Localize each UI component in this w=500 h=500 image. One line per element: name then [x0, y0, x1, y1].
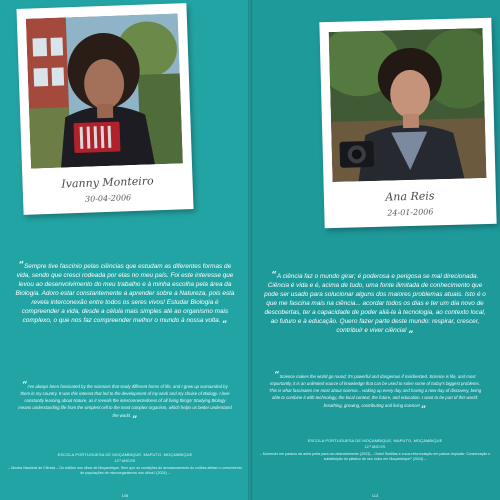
- quote-en-text: I've always been fascinated by the sciences that study different forms of life, and I grew up surrounded by them in my country. It was this interest that led to the development of my work and my choice of Biology. I love constantly learning about Nature, as it reveals the interconnectedness of all living things! Studying Biology means understanding life from the simplest cell to the most complex organism, which helps us better understand the world.: [18, 384, 232, 418]
- grade-label: 12.º ANO ES: [364, 445, 386, 449]
- quote-pt-text: Sempre tive fascínio pelas ciências que estudam as diferentes formas de vida, sendo que cresci rodeada por elas no meu país. Foi este interesse que levou ao desenvolvimento do meu trabalho e à minha escolha pela área da Biologia. Adoro estar constantemente a aprender sobre a Natureza, pois esta revela interconexão entre todos os seres vivos! Estudar Biologia é compreender a vida, desde a célula mais simples até ao organismo mais complexo, o que nos faz compreender melhor o mundo à nossa volta.: [15, 263, 235, 325]
- close-quote-icon: „: [421, 399, 427, 410]
- open-quote-icon: “: [271, 271, 277, 281]
- photo-ivanny: [26, 13, 183, 168]
- photo-ana: [329, 28, 487, 182]
- quote-portuguese: [264, 272, 486, 336]
- quote-english: [268, 373, 482, 410]
- right-page: [250, 0, 500, 500]
- open-quote-icon: “: [18, 261, 25, 271]
- quote-english: [18, 383, 232, 420]
- school-name: ESCOLA PORTUGUESA DE MOÇAMBIQUE, MAPUTO, MOÇAMBIQUE: [57, 452, 193, 457]
- open-quote-icon: “: [22, 381, 28, 391]
- person-name: Ana Reis: [385, 189, 435, 204]
- birth-date: 30-04-2006: [84, 193, 132, 204]
- birth-date: 24-01-2006: [387, 207, 434, 218]
- polaroid-ivanny: [16, 3, 193, 215]
- grade-label: 12.º ANO ES: [114, 459, 136, 463]
- polaroid-ana: [319, 18, 496, 228]
- close-quote-icon: „: [132, 409, 138, 420]
- close-quote-icon: „: [222, 315, 228, 326]
- award-text: – Morrendo em paraíso da areia preta para um descobrimento (2023) – Oshel Soldifas e a sua reformulação em paisos tropicais: Conservação e substituição do plástico de uso único em Moçambique? (2024) –: [259, 452, 491, 461]
- person-name: Ivanny Monteiro: [61, 174, 154, 191]
- close-quote-icon: „: [408, 325, 414, 336]
- award-text: – Mostra Nacional de Ciência – Os coliões nos olhos de Moçambique, Sem que os condições de armazenamento do coliões afetam o crescimento de populações de microorganismos nos olhos? (2024) –: [8, 466, 242, 475]
- quote-en-text: Science makes the world go round; it's powerful and dangerous if misdirected. Science is life, and most importantly, it is an unlimited source of knowledge that can be used to solve some of today's biggest problems. This is what fascinates me most about science... waking up every day and having a new day of discovery, being able to combine it with technology, the local context, the future, and education. I want to be part of this world: breathing, growing, contributing and living science!: [268, 374, 482, 408]
- page-number: 113: [371, 493, 379, 498]
- open-quote-icon: “: [274, 371, 280, 381]
- school-name: ESCOLA PORTUGUESA DE MOÇAMBIQUE, MAPUTO, MOÇAMBIQUE: [307, 438, 443, 443]
- page-number: 108: [121, 493, 129, 498]
- quote-portuguese: [14, 262, 236, 326]
- quote-pt-text: A ciência faz o mundo girar; é poderosa e perigosa se mal direcionada. Ciência é vida e é, acima de tudo, uma fonte ilimitada de conhecimento que pode ser usado para solucionar alguns dos maiores problemas atuais. Isto é o que me fascina mais na ciência... acordar todos os dias e ter um dia novo de descobertas, ter a capacidade de poder aliá-la à tecnologia, ao contexto local, ao futuro e à educação. Quero fazer parte deste mundo: respirar, crescer, contribuir e viver ciência!: [264, 273, 486, 335]
- page-gutter: [248, 0, 252, 500]
